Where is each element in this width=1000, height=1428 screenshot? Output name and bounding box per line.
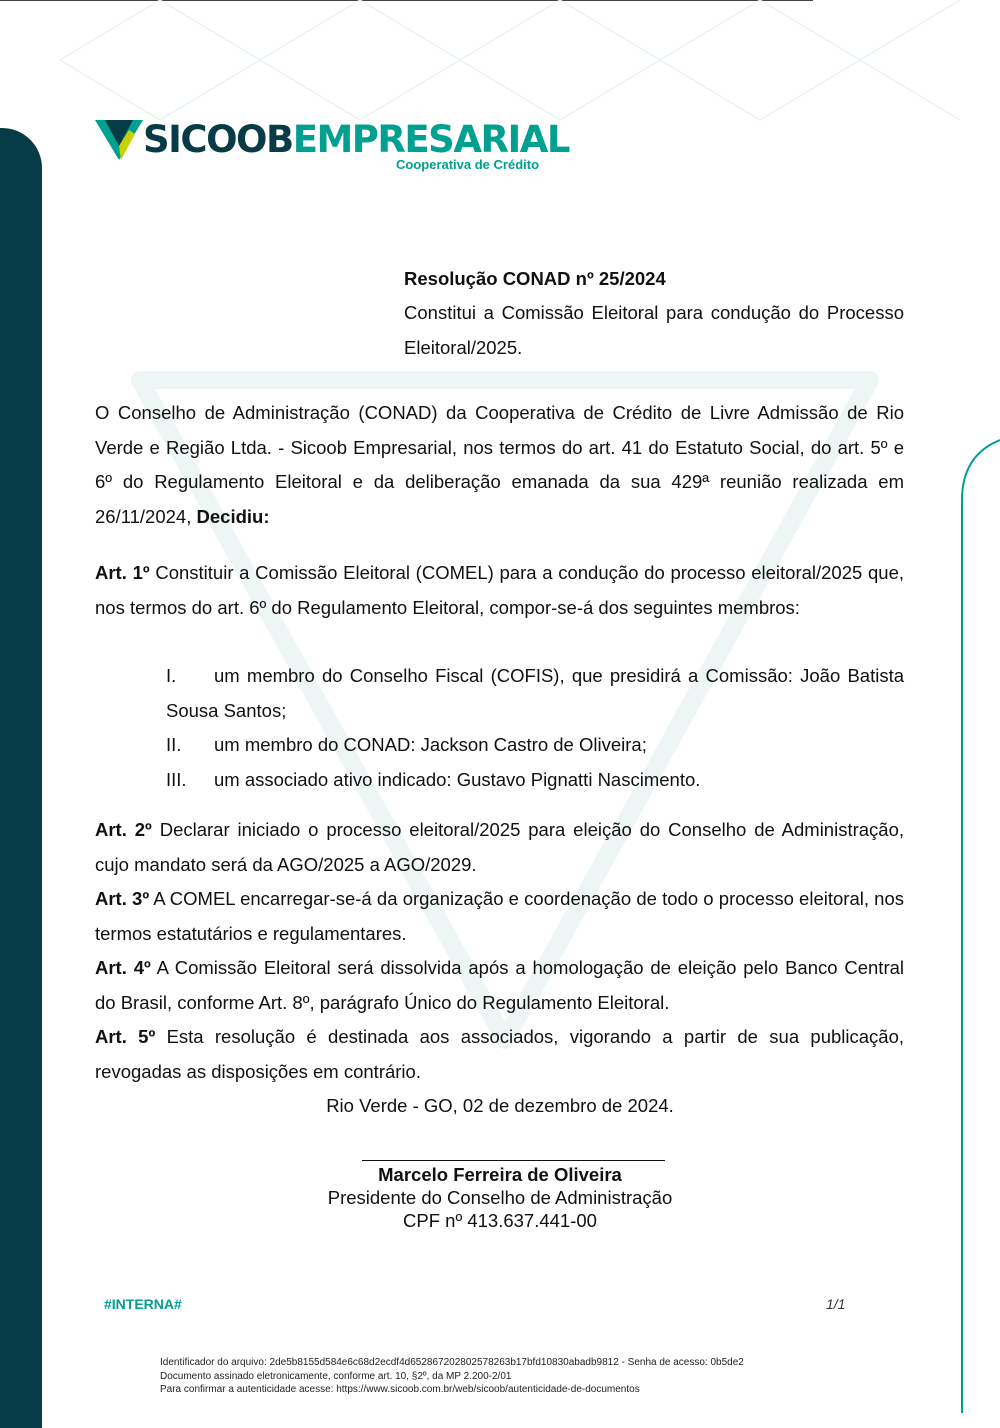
list-item	[166, 763, 904, 798]
item-number: III.	[166, 768, 187, 790]
side-band	[0, 128, 42, 1428]
signer-cpf: CPF nº 413.637.441-00	[403, 1210, 597, 1231]
sicoob-logo-icon	[95, 118, 143, 162]
article-label: Art. 4º	[95, 957, 151, 978]
classification-tag: #INTERNA#	[104, 1296, 182, 1312]
article-3	[95, 882, 904, 951]
logo-subtitle: Cooperativa de Crédito	[396, 157, 540, 172]
document-footer	[160, 1356, 744, 1397]
signer-name: Marcelo Ferreira de Oliveira	[378, 1164, 622, 1185]
article-text: A Comissão Eleitoral será dissolvida após a homologação de eleição pelo Banco Central do Brasil, conforme Art. 8º, parágrafo Único do Regulamento Eleitoral.	[95, 957, 904, 1013]
page-number: 1/1	[826, 1296, 846, 1312]
articles-2-5	[95, 813, 904, 1089]
members-list	[166, 659, 904, 797]
article-text: A COMEL encarregar-se-á da organização e coordenação de todo o processo eleitoral, nos termos estatutários e regulamentares.	[95, 888, 905, 944]
article-label: Art. 2º	[95, 819, 152, 840]
article-label: Art. 3º	[95, 888, 150, 909]
intro-decision: Decidiu:	[196, 505, 270, 527]
footer-identifier: Identificador do arquivo: 2de5b8155d584e6c68d2ecdf4d652867202802578263b17bfd10830abadb9812 - Senha de acesso: 0b5de2	[160, 1357, 744, 1368]
item-number: I.	[166, 665, 177, 686]
logo-wordmark	[143, 118, 569, 162]
article-text: Constituir a Comissão Eleitoral (COMEL) para a condução do processo eleitoral/2025 que, nos termos do art. 6º do Regulamento Eleitoral, compor-se-á dos seguintes membros:	[95, 562, 905, 618]
item-text: um membro do Conselho Fiscal (COFIS), que presidirá a Comissão: João Batista Sousa Santos;	[166, 665, 904, 721]
top-rule	[0, 0, 813, 1]
signature-line	[362, 1160, 665, 1161]
item-text: um membro do CONAD: Jackson Castro de Oliveira;	[214, 734, 647, 755]
sicoob-logo	[95, 118, 569, 178]
footer-verify-link[interactable]: Para confirmar a autenticidade acesse: https://www.sicoob.com.br/web/sicoob/autenticidade-de-documentos	[160, 1384, 640, 1395]
logo-primary: SICOOB	[143, 118, 293, 161]
article-text: Declarar iniciado o processo eleitoral/2025 para eleição do Conselho de Administração, cujo mandato será da AGO/2025 a AGO/2029.	[95, 819, 905, 875]
logo-secondary: EMPRESARIAL	[292, 118, 569, 161]
signature-block	[0, 1163, 1000, 1232]
article-1	[95, 556, 904, 625]
resolution-heading	[404, 262, 904, 365]
article-label: Art. 1º	[95, 562, 150, 583]
article-4	[95, 951, 904, 1020]
resolution-title: Resolução CONAD nº 25/2024	[404, 268, 666, 289]
article-5	[95, 1020, 904, 1089]
item-number: II.	[166, 734, 182, 755]
article-text: Esta resolução é destinada aos associados, vigorando a partir de sua publicação, revogadas as disposições em contrário.	[95, 1026, 905, 1082]
list-item	[166, 728, 904, 763]
place-date: Rio Verde - GO, 02 de dezembro de 2024.	[326, 1095, 674, 1116]
item-text: um associado ativo indicado: Gustavo Pignatti Nascimento.	[214, 768, 701, 790]
footer-signature-note: Documento assinado eletronicamente, conforme art. 10, §2º, da MP 2.200-2/01	[160, 1370, 512, 1382]
resolution-summary: Constitui a Comissão Eleitoral para condução do Processo Eleitoral/2025.	[404, 302, 904, 358]
list-item	[166, 659, 904, 728]
intro-paragraph	[95, 396, 904, 534]
signer-role: Presidente do Conselho de Administração	[327, 1187, 673, 1208]
article-label: Art. 5º	[95, 1026, 156, 1047]
article-2	[95, 813, 904, 882]
intro-text: O Conselho de Administração (CONAD) da Cooperativa de Crédito de Livre Admissão de Rio Verde e Região Ltda. - Sicoob Empresarial, nos termos do art. 41 do Estatuto Social, do art. 5º e 6º do Regulamento Eleitoral e da deliberação emanada da sua 429ª reunião realizada em 26/11/2024,	[95, 402, 904, 527]
